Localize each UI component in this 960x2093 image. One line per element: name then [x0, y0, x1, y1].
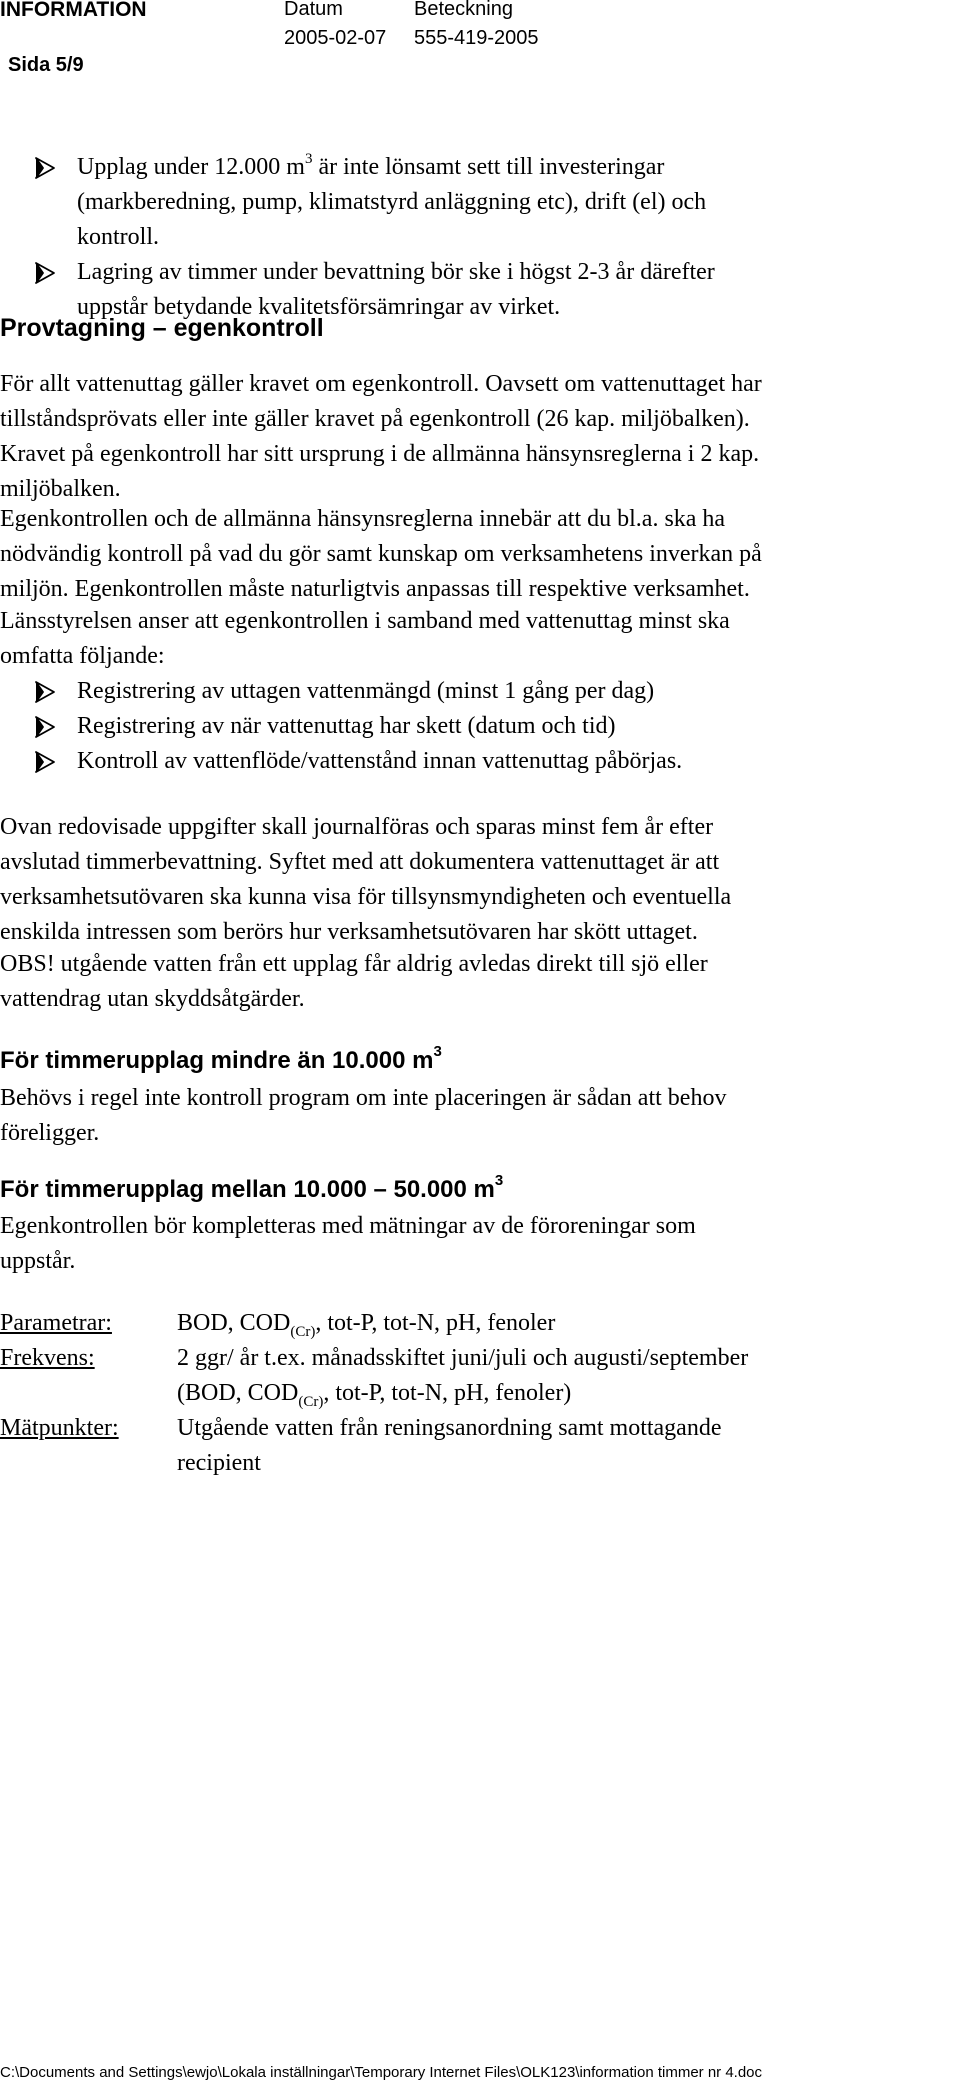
bullet-text: Registrering av uttagen vattenmängd (minst 1 gång per dag): [77, 678, 655, 704]
arrow-bullet-icon: [34, 750, 58, 774]
text-line: miljön. Egenkontrollen måste naturligtvis anpassas till respektive verksamhet.: [0, 576, 750, 602]
bullet-text: kontroll.: [77, 224, 159, 250]
text-line: uppstår.: [0, 1248, 76, 1274]
page-number: Sida 5/9: [8, 54, 84, 76]
param-text: , tot-P, tot-N, pH, fenoler: [315, 1310, 556, 1336]
requirement-bullets: [0, 674, 955, 779]
point-text: recipient: [177, 1450, 261, 1476]
text-line: nödvändig kontroll på vad du gör samt kunskap om verksamhetens inverkan på: [0, 541, 762, 567]
list-item: [0, 744, 955, 779]
bullet-text: Kontroll av vattenflöde/vattenstånd innan vattenuttag påbörjas.: [77, 748, 683, 774]
param-value: [177, 1306, 952, 1341]
point-label: Mätpunkter:: [0, 1415, 119, 1441]
subheading: [0, 1043, 442, 1075]
paragraph: [0, 502, 955, 607]
bullet-text: uppstår betydande kvalitetsförsämringar av virket.: [77, 294, 561, 320]
paragraph: [0, 1081, 955, 1151]
superscript: 3: [304, 151, 313, 167]
text-line: tillståndsprövats eller inte gäller kravet på egenkontroll (26 kap. miljöbalken).: [0, 406, 750, 432]
arrow-bullet-icon: [34, 715, 58, 739]
subheading-text: För timmerupplag mindre än 10.000 m: [0, 1047, 434, 1074]
arrow-bullet-icon: [34, 680, 58, 704]
doc-type: INFORMATION: [0, 0, 147, 21]
list-item: [0, 674, 955, 709]
param-label: Parametrar:: [0, 1310, 112, 1336]
text-line: verksamhetsutövaren ska kunna visa för tillsynsmyndigheten och eventuella: [0, 884, 732, 910]
subheading-text: För timmerupplag mellan 10.000 – 50.000 m: [0, 1176, 495, 1203]
arrow-bullet-icon: [34, 261, 58, 285]
parameters-table: [0, 1306, 955, 1476]
text-line: Kravet på egenkontroll har sitt ursprung i de allmänna hänsynsreglerna i 2 kap.: [0, 441, 760, 467]
text-line: föreligger.: [0, 1120, 100, 1146]
text-line: Ovan redovisade uppgifter skall journalföras och sparas minst fem år efter: [0, 814, 714, 840]
text-line: Egenkontrollen bör kompletteras med mätningar av de föroreningar som: [0, 1213, 696, 1239]
superscript: 3: [494, 1172, 504, 1189]
arrow-bullet-icon: [34, 156, 58, 180]
file-path-footer: C:\Documents and Settings\ewjo\Lokala inställningar\Temporary Internet Files\OLK123\information timmer nr 4.doc: [0, 2064, 763, 2081]
paragraph: [0, 604, 955, 674]
section-heading: Provtagning – egenkontroll: [0, 314, 324, 342]
bullet-text: Lagring av timmer under bevattning bör ske i högst 2-3 år därefter: [77, 259, 715, 285]
bullet-text: Upplag under 12.000 m: [77, 154, 305, 180]
point-text: Utgående vatten från reningsanordning samt mottagande: [177, 1415, 722, 1441]
freq-value: [177, 1341, 952, 1411]
paragraph: [0, 810, 955, 950]
ref-value: 555-419-2005: [414, 27, 539, 49]
text-line: OBS! utgående vatten från ett upplag får aldrig avledas direkt till sjö eller: [0, 951, 708, 977]
bullet-text: (markberedning, pump, klimatstyrd anläggning etc), drift (el) och: [77, 189, 707, 215]
bullet-text: är inte lönsamt sett till investeringar: [312, 154, 665, 180]
subscript: (Cr): [298, 1394, 324, 1410]
text-line: För allt vattenuttag gäller kravet om egenkontroll. Oavsett om vattenuttaget har: [0, 371, 762, 397]
list-item: [0, 709, 955, 744]
date-label: Datum: [284, 0, 343, 20]
text-line: vattendrag utan skyddsåtgärder.: [0, 986, 305, 1012]
list-item: [0, 150, 955, 255]
subheading: [0, 1172, 504, 1204]
text-line: avslutad timmerbevattning. Syftet med att dokumentera vattenuttaget är att: [0, 849, 720, 875]
subscript: (Cr): [290, 1324, 316, 1340]
bullet-text: Registrering av när vattenuttag har skett (datum och tid): [77, 713, 616, 739]
text-line: Behövs i regel inte kontroll program om inte placeringen är sådan att behov: [0, 1085, 727, 1111]
text-line: Länsstyrelsen anser att egenkontrollen i samband med vattenuttag minst ska: [0, 608, 730, 634]
freq-text: 2 ggr/ år t.ex. månadsskiftet juni/juli och augusti/september: [177, 1345, 749, 1371]
text-line: omfatta följande:: [0, 643, 165, 669]
param-text: BOD, COD: [177, 1310, 291, 1336]
paragraph: [0, 947, 955, 1017]
paragraph: [0, 1209, 955, 1279]
ref-label: Beteckning: [414, 0, 513, 20]
freq-text: (BOD, COD: [177, 1380, 299, 1406]
text-line: miljöbalken.: [0, 476, 121, 502]
paragraph: [0, 367, 955, 507]
point-value: [177, 1411, 952, 1481]
freq-text: , tot-P, tot-N, pH, fenoler): [323, 1380, 572, 1406]
date-value: 2005-02-07: [284, 27, 387, 49]
text-line: enskilda intressen som berörs hur verksamhetsutövaren har skött uttaget.: [0, 919, 698, 945]
text-line: Egenkontrollen och de allmänna hänsynsreglerna innebär att du bl.a. ska ha: [0, 506, 726, 532]
freq-label: Frekvens:: [0, 1345, 95, 1371]
superscript: 3: [433, 1043, 442, 1060]
intro-bullets: [0, 150, 955, 325]
